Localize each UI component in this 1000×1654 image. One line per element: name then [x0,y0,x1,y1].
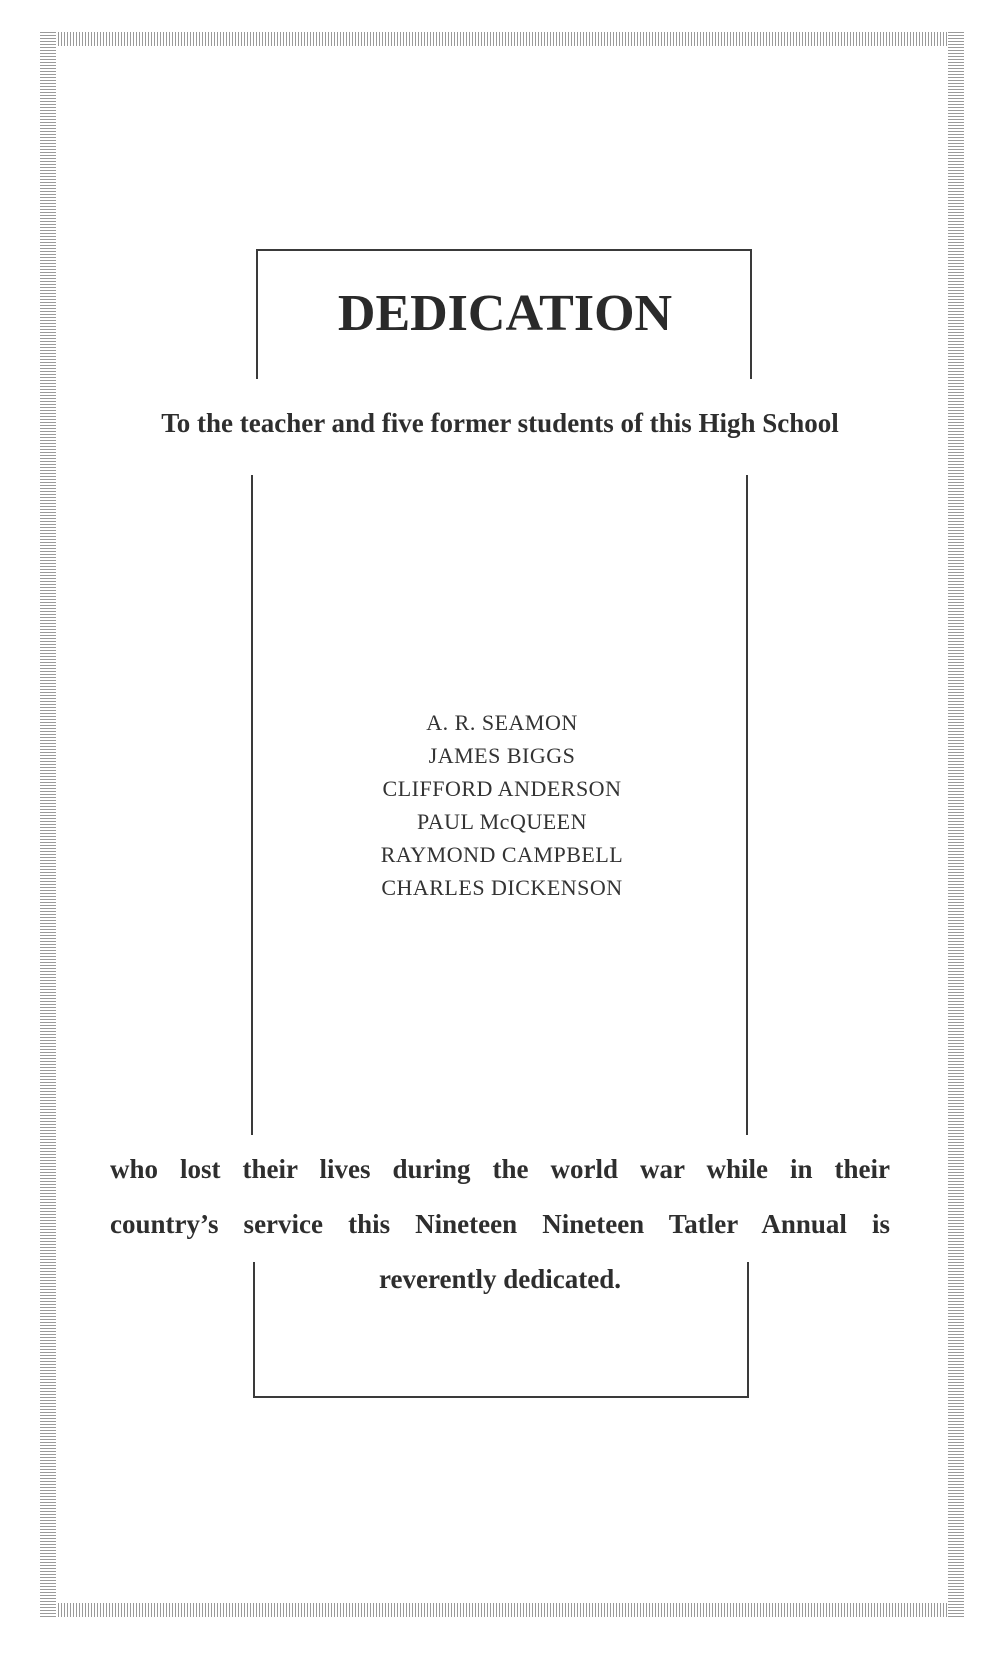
closing-line-1: who lost their lives during the world war while in their [110,1154,890,1184]
dedication-intro: To the teacher and five former students of this High School [161,408,839,438]
dedicatee-name: PAUL McQUEEN [417,809,587,834]
page-title: DEDICATION [337,285,673,342]
dedicatee-list [262,706,742,904]
bottom-frame-right [747,1262,749,1398]
decorative-border-right [948,32,964,1617]
heading-frame-top [256,249,752,251]
bottom-frame-base [253,1396,749,1398]
dedicatee-name: RAYMOND CAMPBELL [380,842,624,867]
bottom-frame-left [253,1262,255,1398]
closing-line-3: reverently dedicated. [379,1264,621,1294]
dedicatee-name: A. R. SEAMON [426,710,578,735]
decorative-border-top [46,32,964,46]
closing-line-2: country’s service this Nineteen Nineteen Tatler Annual is [110,1209,890,1239]
dedicatee-name: CLIFFORD ANDERSON [382,776,622,801]
decorative-border-bottom [40,1603,964,1617]
dedicatee-name: CHARLES DICKENSON [381,875,623,900]
dedication-closing [110,1142,890,1307]
names-frame-left [251,475,253,1135]
dedicatee-name: JAMES BIGGS [428,743,576,768]
decorative-border-left [40,32,56,1617]
names-frame-right [746,475,748,1135]
